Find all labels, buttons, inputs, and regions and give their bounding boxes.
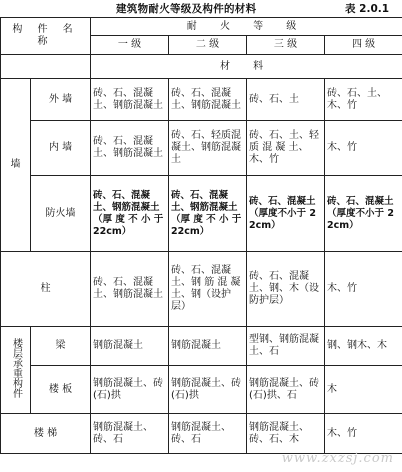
cell-firewall-2: 砖、石、混凝土、钢筋混凝土（厚 度 不 小 于 22cm）: [169, 176, 247, 252]
cell-inner-wall-1: 砖、石、混凝土、钢筋混凝土: [91, 121, 169, 176]
group-wall: 墙: [1, 79, 31, 252]
materials-header: 材 料: [91, 55, 402, 79]
group-stairs: 楼 梯: [1, 414, 91, 454]
blank-header-cell: [1, 55, 91, 79]
table-header-bar: [0, 0, 402, 16]
cell-stairs-4: 木、竹: [325, 414, 402, 454]
cell-slab-3: 钢筋混凝土、砖(石)拱、石: [247, 366, 325, 414]
component-name-header: 构 件 名 称: [1, 18, 91, 55]
cell-column-2: 砖、石、混凝土、钢 筋 混 凝 土、钢（设护层）: [169, 252, 247, 327]
cell-column-3: 砖、石、混凝土、钢、木（设防护层）: [247, 252, 325, 327]
cell-stairs-3: 钢筋混凝土、砖、石、木: [247, 414, 325, 454]
fire-grade-header: 耐 火 等 级: [91, 18, 402, 36]
cell-stairs-1: 钢筋混凝土、砖、石: [91, 414, 169, 454]
cell-column-4: 木、竹: [325, 252, 402, 327]
table-title: 建筑物耐火等级及构件的材料: [116, 3, 257, 15]
cell-inner-wall-3: 砖、石、土、轻质 混 凝 土、木、竹: [247, 121, 325, 176]
row-label-inner-wall: 内 墙: [31, 121, 91, 176]
cell-inner-wall-2: 砖、石、轻质混凝土、钢筋混凝土: [169, 121, 247, 176]
grade-2-header: 二 级: [169, 36, 247, 55]
cell-outer-wall-2: 砖、石、混凝土、钢筋混凝土: [169, 79, 247, 121]
cell-outer-wall-1: 砖、石、混凝土、钢筋混凝土: [91, 79, 169, 121]
row-label-beam: 梁: [31, 327, 91, 366]
cell-slab-4: 木: [325, 366, 402, 414]
grade-4-header: 四 级: [325, 36, 402, 55]
cell-stairs-2: 钢筋混凝土、砖、石: [169, 414, 247, 454]
table-number: 表 2.0.1: [345, 3, 390, 15]
fire-rating-table: [0, 17, 402, 454]
group-floor-bearing: 楼层承重构件: [1, 327, 31, 414]
cell-beam-3: 型钢、钢筋混凝土、石: [247, 327, 325, 366]
cell-slab-2: 钢筋混凝土、砖(石)拱: [169, 366, 247, 414]
cell-column-1: 砖、石、混凝土、钢筋混凝土: [91, 252, 169, 327]
row-label-slab: 楼 板: [31, 366, 91, 414]
grade-3-header: 三 级: [247, 36, 325, 55]
cell-beam-4: 钢、钢木、木: [325, 327, 402, 366]
watermark: www.zxzsj.com: [281, 451, 394, 466]
cell-outer-wall-3: 砖、石、土: [247, 79, 325, 121]
cell-firewall-1: 砖、石、混凝土、钢筋混凝土（厚 度 不 小 于 22cm）: [91, 176, 169, 252]
grade-1-header: 一 级: [91, 36, 169, 55]
group-column: 柱: [1, 252, 91, 327]
cell-slab-1: 钢筋混凝土、砖(石)拱: [91, 366, 169, 414]
row-label-firewall: 防火墙: [31, 176, 91, 252]
cell-outer-wall-4: 砖、石、土、木、竹: [325, 79, 402, 121]
cell-beam-1: 钢筋混凝土: [91, 327, 169, 366]
cell-firewall-3: 砖、石、混凝土（厚度不小于 22cm）: [247, 176, 325, 252]
cell-firewall-4: 砖、石、混凝土（厚度不小于 22cm）: [325, 176, 402, 252]
cell-inner-wall-4: 木、竹: [325, 121, 402, 176]
cell-beam-2: 钢筋混凝土: [169, 327, 247, 366]
row-label-outer-wall: 外 墙: [31, 79, 91, 121]
